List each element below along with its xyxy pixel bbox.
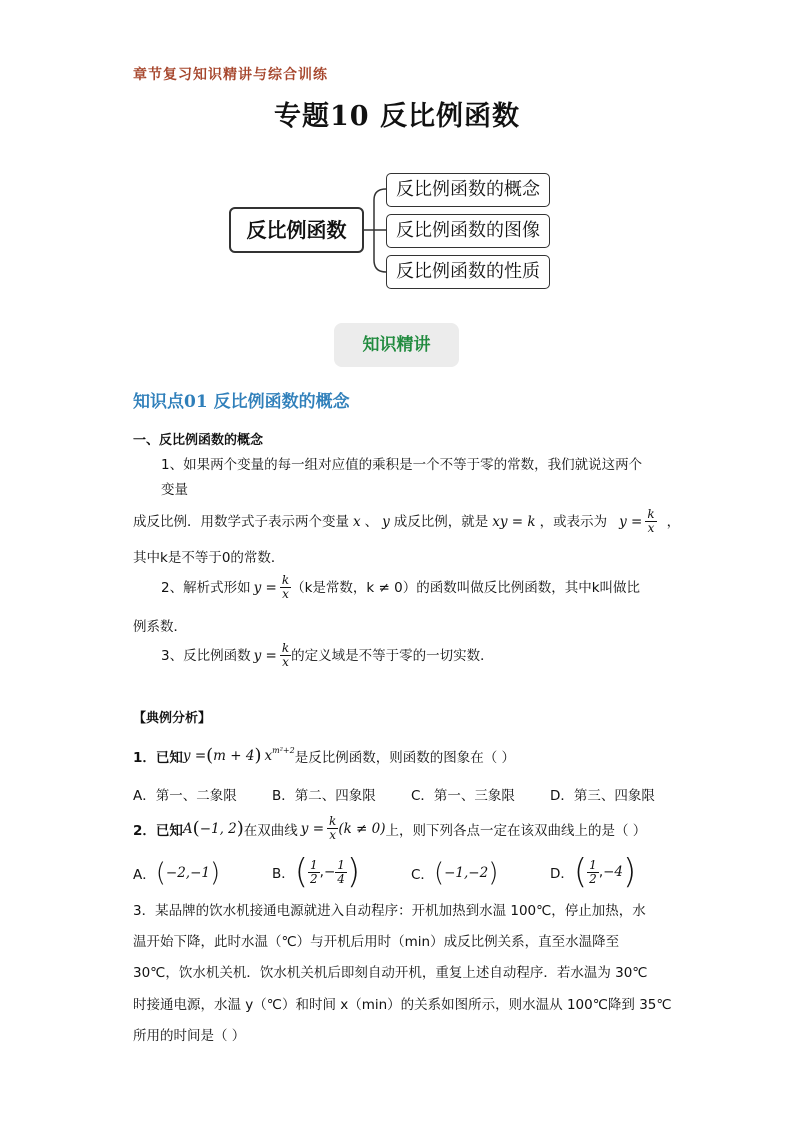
mindmap-root: 反比例函数: [229, 207, 364, 253]
q3-line2: 温开始下降，此时水温（℃）与开机后用时（min）成反比例关系，直至水温降至: [133, 934, 620, 950]
question-2: 2．已知 A ( −1, 2 ) 在双曲线 y = $\frac{k}{x}$ (k ≠ 0) 上，则下列各点一定在该双曲线上的是（ ）: [133, 814, 647, 842]
q3-line4: 时接通电源，水温 y（℃）和时间 x（min）的关系如图所示，则水温从 100℃降到 35℃: [133, 997, 672, 1013]
q1-option-c: C．第一、三象限: [411, 788, 515, 804]
para1-line1: 1、如果两个变量的每一组对应值的乘积是一个不等于零的常数，我们就说这两个: [161, 457, 643, 473]
page-title: 专题10 反比例函数: [274, 101, 520, 132]
para1-line3: 成反比例．用数学式子表示两个变量 x 、 y 成反比例，就是 xy = k ，或表示为 y = $\frac{k}{x}$ ，: [133, 507, 681, 535]
para3: [161, 642, 494, 669]
fraction-k-over-x: $\frac{k}{x}$: [329, 814, 337, 842]
para1-line4: 其中k是不等于0的常数．: [133, 550, 285, 566]
q1-option-d: D．第三、四象限: [550, 788, 655, 804]
xy-equals-k: xy = k: [492, 513, 536, 530]
q2-option-b: B． ( $\frac{1}{2}$ ,− $\frac{1}{4}$ ): [272, 852, 361, 892]
var-x: x: [353, 513, 361, 530]
y-equals: y =: [619, 513, 643, 530]
para1-text-a: 成反比例．用数学式子表示两个变量: [133, 513, 349, 530]
q3-line3: 30℃，饮水机关机．饮水机关机后即刻自动开机，重复上述自动程序．若水温为 30℃: [133, 965, 648, 981]
q1-expr-m: m + 4: [213, 747, 255, 764]
q2-point-label: A: [182, 820, 193, 837]
mindmap-node-concept: 反比例函数的概念: [386, 173, 550, 207]
y-equals: y =: [253, 579, 277, 596]
y-equals: y =: [253, 647, 277, 664]
fraction-k-over-x: $\frac{k}{x}$: [281, 641, 290, 669]
para2-line1: [161, 574, 640, 601]
q3-line5: 所用的时间是（ ）: [133, 1028, 246, 1044]
q2-mid: 在双曲线: [243, 822, 298, 839]
q1-option-a: A．第一、二象限: [133, 788, 237, 804]
fraction-k-over-x: $\frac{k}{x}$: [281, 573, 290, 601]
q2-option-d: D． ( $\frac{1}{2}$ , −4 ): [550, 852, 637, 892]
para1-line2: 变量: [161, 482, 188, 498]
question-1: 1．已知 y = ( m + 4 ) x $^{m^2+2}$ 是反比例函数，则函数的图象在（ ）: [133, 745, 516, 766]
para2-line2: 例系数．: [133, 619, 187, 635]
fraction-k-over-x: $\frac{k}{x}$: [647, 507, 655, 535]
q2-point: −1, 2: [199, 820, 237, 837]
y-equals: y =: [300, 820, 325, 837]
knowledge-point-heading: 知识点01 反比例函数的概念: [133, 392, 350, 412]
subheading: 一、反比例函数的概念: [133, 433, 264, 448]
q2-condition: (k ≠ 0): [338, 820, 386, 837]
q2-prefix: 2．已知: [133, 822, 183, 839]
q2-option-c: C． ( −1,−2 ): [411, 858, 499, 888]
var-y: y: [382, 513, 390, 530]
q1-option-b: B．第二、四象限: [272, 788, 376, 804]
para1-text-d: ，或表示为: [539, 513, 608, 530]
q3-line1: 3．某品牌的饮水机接通电源就进入自动程序：开机加热到水温 100℃，停止加热，水: [133, 903, 646, 919]
para3-text-b: 的定义域是不等于零的一切实数．: [291, 647, 494, 664]
section-badge: 知识精讲: [334, 323, 459, 367]
para2-text-b: （k是常数，k ≠ 0）的函数叫做反比例函数，其中k叫做比: [291, 579, 641, 596]
para2-text-a: 2、解析式形如: [161, 579, 251, 596]
para1-text-c: 成反比例，就是: [393, 513, 489, 530]
q2-suffix: 上，则下列各点一定在该双曲线上的是（ ）: [385, 822, 647, 839]
mindmap-node-properties: 反比例函数的性质: [386, 255, 550, 289]
examples-heading: 【典例分析】: [133, 711, 212, 726]
q2-option-a: A． ( −2,−1 ): [133, 858, 221, 888]
q1-suffix: 是反比例函数，则函数的图象在（ ）: [294, 749, 516, 766]
para1-text-b: 、: [364, 513, 379, 530]
para3-text-a: 3、反比例函数: [161, 647, 251, 664]
mindmap-node-graph: 反比例函数的图像: [386, 214, 550, 248]
q1-expr-x: x: [264, 747, 273, 764]
q1-expr-y: y =: [182, 747, 207, 764]
q1-prefix: 1．已知: [133, 749, 183, 766]
document-header: 章节复习知识精讲与综合训练: [133, 67, 328, 83]
q1-exponent: m²+2: [272, 746, 295, 755]
